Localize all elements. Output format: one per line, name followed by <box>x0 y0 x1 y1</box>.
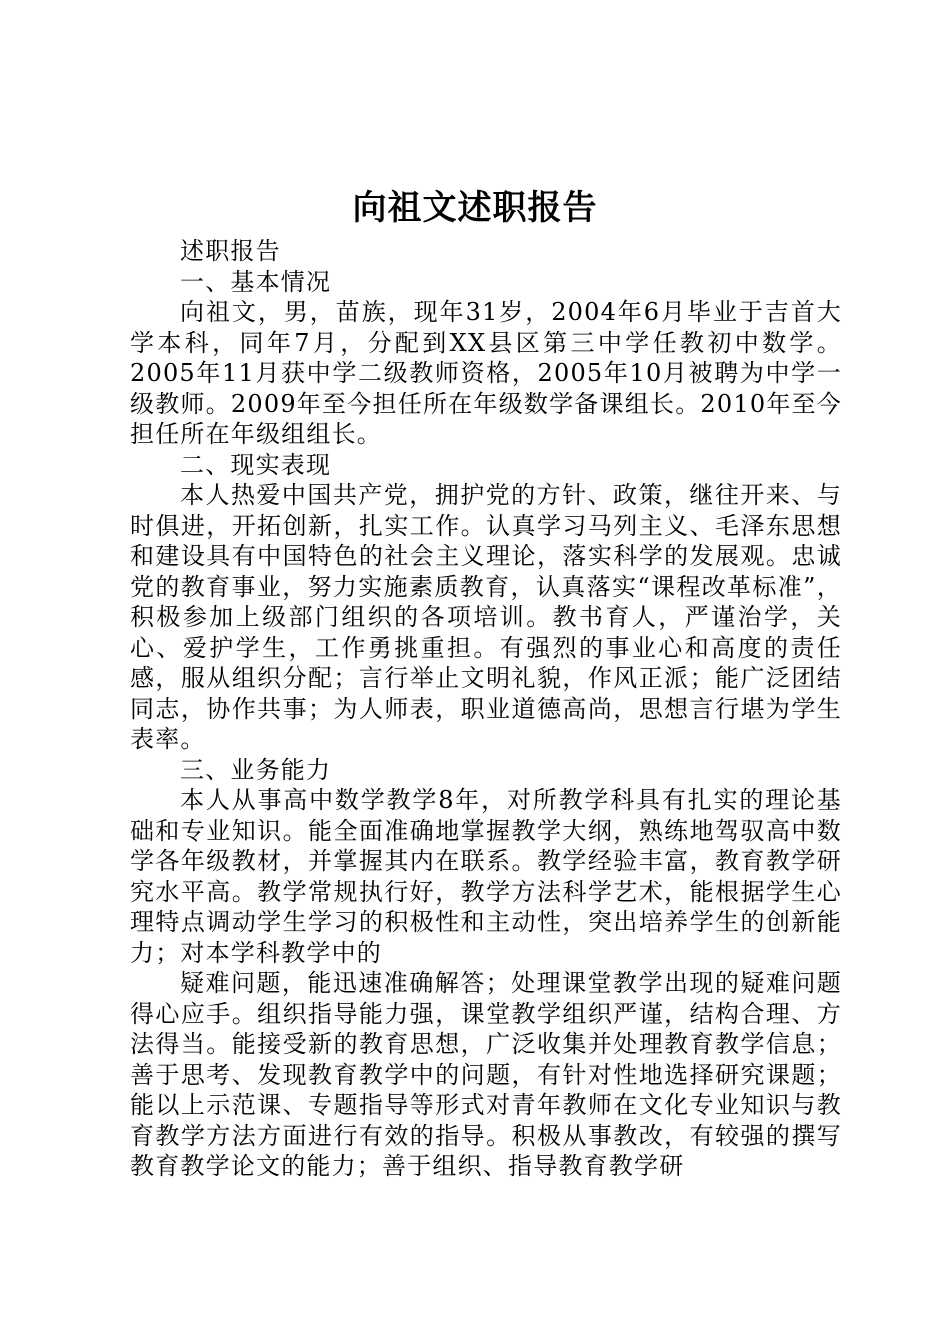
heading-basic-info: 一、基本情况 <box>180 267 332 296</box>
paragraph-ability: 本人从事高中数学教学8年，对所教学科具有扎实的理论基础和专业知识。能全面准确地掌握教学大纲，熟练地驾驭高中数学各年级教材，并掌握其内在联系。教学经验丰富，教育教学研究水平高。教学常规执行好，教学方法科学艺术，能根据学生心理特点调动学生学习的积极性和主动性，突出培养学生的创新能力；对本学科教学中的 <box>130 786 842 967</box>
heading-report: 述职报告 <box>180 237 281 265</box>
heading-performance: 二、现实表现 <box>180 450 332 479</box>
heading-ability: 三、业务能力 <box>180 755 332 784</box>
document-body <box>130 236 842 1182</box>
paragraph-basic-info: 向祖文，男，苗族，现年31岁，2004年6月毕业于吉首大学本科，同年7月，分配到XX县区第三中学任教初中数学。2005年11月获中学二级教师资格，2005年10月被聘为中学一级教师。2009年至今担任所在年级数学备课组长。2010年至今担任所在年级组组长。 <box>130 298 842 448</box>
paragraph-performance: 本人热爱中国共产党，拥护党的方针、政策，继往开来、与时俱进，开拓创新，扎实工作。认真学习马列主义、毛泽东思想和建设具有中国特色的社会主义理论，落实科学的发展观。忠诚党的教育事业，努力实施素质教育，认真落实“课程改革标准”，积极参加上级部门组织的各项培训。教书育人，严谨治学，关心、爱护学生，工作勇挑重担。有强烈的事业心和高度的责任感，服从组织分配；言行举止文明礼貌，作风正派；能广泛团结同志，协作共事；为人师表，职业道德高尚，思想言行堪为学生表率。 <box>130 481 842 753</box>
paragraph-ability-continued: 疑难问题，能迅速准确解答；处理课堂教学出现的疑难问题得心应手。组织指导能力强，课堂教学组织严谨，结构合理、方法得当。能接受新的教育思想，广泛收集并处理教育教学信息；善于思考、发现教育教学中的问题，有针对性地选择研究课题；能以上示范课、专题指导等形式对青年教师在文化专业知识与教育教学方法方面进行有效的指导。积极从事教改，有较强的撰写教育教学论文的能力；善于组织、指导教育教学研 <box>130 969 842 1180</box>
document-title: 向祖文述职报告 <box>352 188 598 228</box>
